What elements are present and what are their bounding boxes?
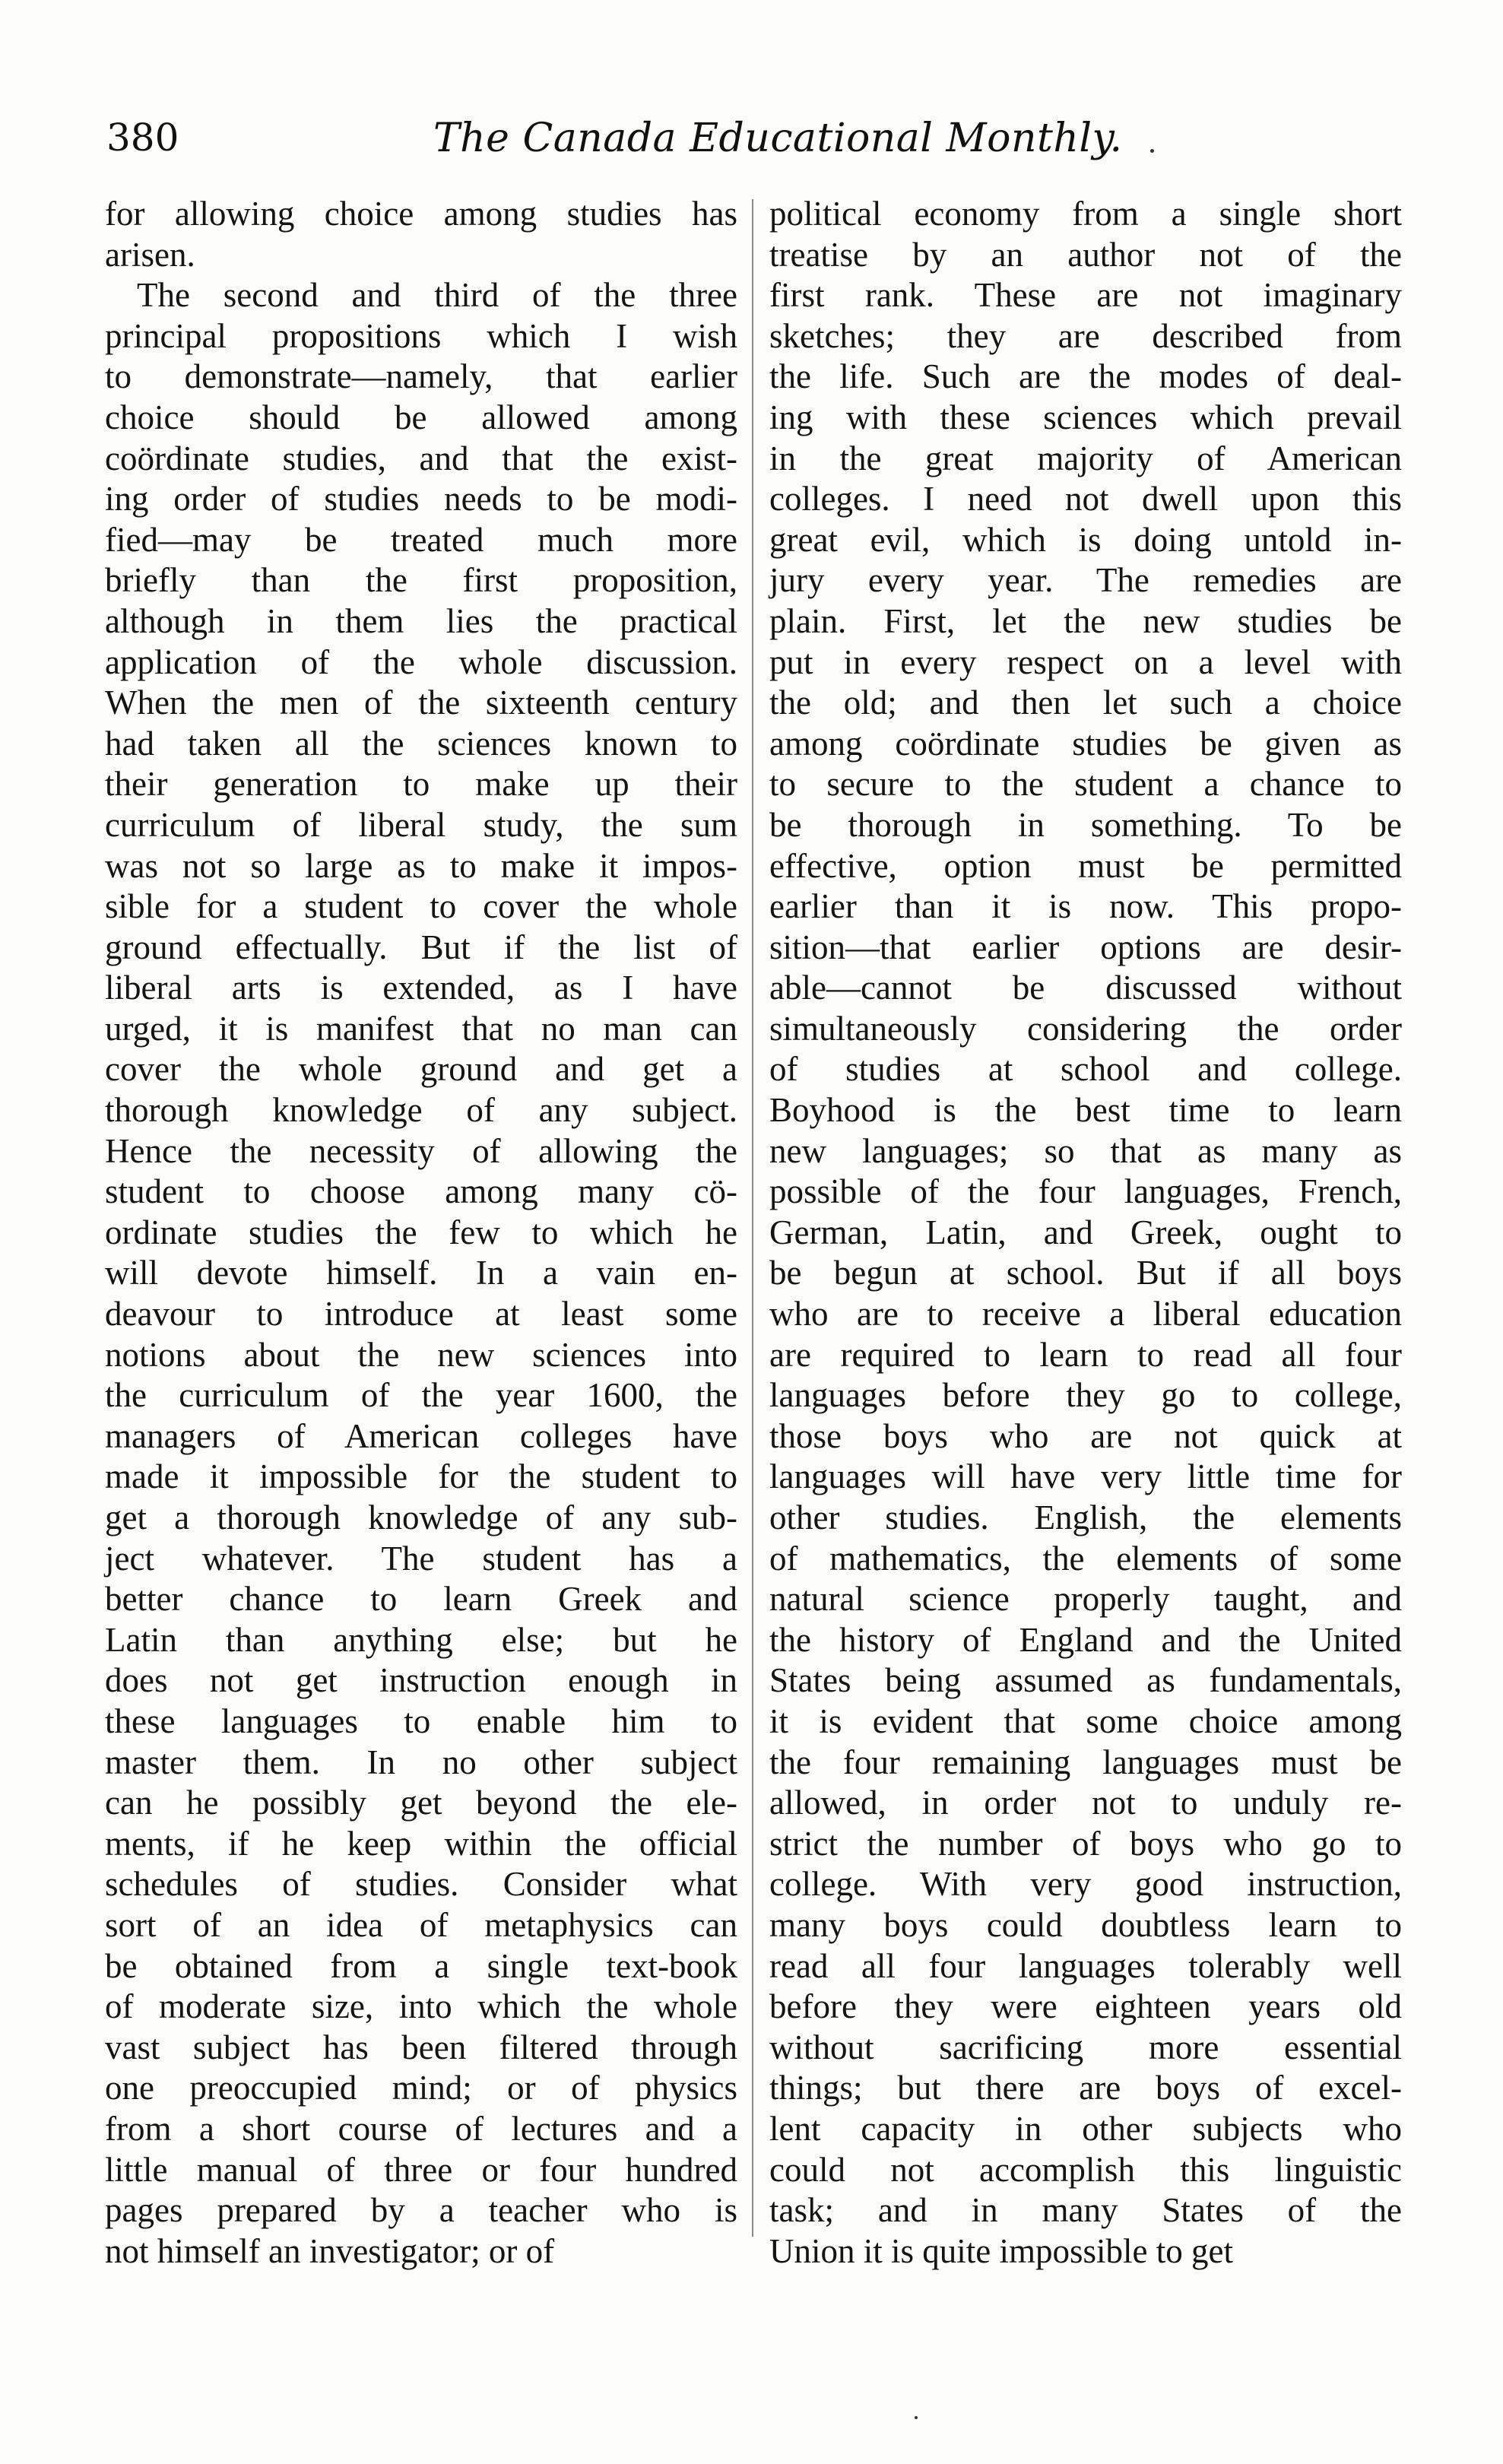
text-line: languages will have very little time for bbox=[769, 1457, 1402, 1496]
text-line: little manual of three or four hundred bbox=[105, 2150, 737, 2189]
text-line: schedules of studies. Consider what bbox=[105, 1865, 737, 1904]
text-line: not himself an investigator; or of bbox=[105, 2231, 555, 2270]
text-line: of studies at school and college. bbox=[769, 1050, 1402, 1089]
text-line: many boys could doubtless learn to bbox=[769, 1905, 1402, 1944]
text-line: task; and in many States of the bbox=[769, 2191, 1402, 2230]
print-speck bbox=[915, 2416, 918, 2419]
text-line: cover the whole ground and get a bbox=[105, 1050, 737, 1089]
text-line: among coördinate studies be given as bbox=[769, 724, 1402, 763]
text-line: made it impossible for the student to bbox=[105, 1457, 737, 1496]
text-line: The second and third of the three bbox=[137, 276, 737, 315]
text-line: briefly than the first proposition, bbox=[105, 561, 737, 600]
text-line: could not accomplish this linguistic bbox=[769, 2150, 1402, 2189]
text-line: effective, option must be permitted bbox=[769, 846, 1402, 885]
text-line: read all four languages tolerably well bbox=[769, 1946, 1402, 1985]
text-line: ordinate studies the few to which he bbox=[105, 1213, 737, 1251]
text-line: Boyhood is the best time to learn bbox=[769, 1091, 1402, 1130]
text-line: does not get instruction enough in bbox=[105, 1661, 737, 1700]
text-line: who are to receive a liberal education bbox=[769, 1295, 1402, 1333]
text-line: deavour to introduce at least some bbox=[105, 1295, 737, 1333]
text-line: first rank. These are not imaginary bbox=[769, 276, 1402, 315]
text-line: managers of American colleges have bbox=[105, 1416, 737, 1455]
text-line: earlier than it is now. This propo- bbox=[769, 887, 1402, 926]
text-line: ing order of studies needs to be modi- bbox=[105, 480, 737, 518]
text-line: one preoccupied mind; or of physics bbox=[105, 2069, 737, 2107]
text-line: their generation to make up their bbox=[105, 765, 737, 804]
text-line: strict the number of boys who go to bbox=[769, 1824, 1402, 1863]
text-line: colleges. I need not dwell upon this bbox=[769, 480, 1402, 518]
text-line: notions about the new sciences into bbox=[105, 1335, 737, 1374]
text-line: are required to learn to read all four bbox=[769, 1335, 1402, 1374]
text-line: be thorough in something. To be bbox=[769, 805, 1402, 844]
text-line: these languages to enable him to bbox=[105, 1701, 737, 1740]
text-line: new languages; so that as many as bbox=[769, 1131, 1402, 1170]
text-line: of moderate size, into which the whole bbox=[105, 1987, 737, 2026]
text-line: simultaneously considering the order bbox=[769, 1009, 1402, 1048]
text-line: ing with these sciences which prevail bbox=[769, 398, 1402, 436]
text-line: curriculum of liberal study, the sum bbox=[105, 805, 737, 844]
text-line: application of the whole discussion. bbox=[105, 642, 737, 681]
running-title: The Canada Educational Monthly. bbox=[433, 116, 1123, 161]
text-line: ments, if he keep within the official bbox=[105, 1824, 737, 1863]
text-line: sition—that earlier options are desir- bbox=[769, 928, 1402, 966]
text-line: in the great majority of American bbox=[769, 439, 1402, 477]
text-line: was not so large as to make it impos- bbox=[105, 846, 737, 885]
text-line: treatise by an author not of the bbox=[769, 235, 1402, 274]
text-line: those boys who are not quick at bbox=[769, 1416, 1402, 1455]
text-line: lent capacity in other subjects who bbox=[769, 2109, 1402, 2148]
text-line: of mathematics, the elements of some bbox=[769, 1539, 1402, 1578]
text-line: other studies. English, the elements bbox=[769, 1498, 1402, 1536]
text-line: better chance to learn Greek and bbox=[105, 1580, 737, 1619]
text-line: without sacrificing more essential bbox=[769, 2028, 1402, 2066]
print-speck bbox=[1150, 149, 1154, 153]
text-line: to demonstrate—namely, that earlier bbox=[105, 357, 737, 396]
text-line: Union it is quite impossible to get bbox=[769, 2231, 1233, 2270]
text-line: can he possibly get beyond the ele- bbox=[105, 1784, 737, 1822]
text-line: sible for a student to cover the whole bbox=[105, 887, 737, 926]
text-line: for allowing choice among studies has bbox=[105, 195, 737, 233]
text-line: States being assumed as fundamentals, bbox=[769, 1661, 1402, 1700]
text-line: the life. Such are the modes of deal- bbox=[769, 357, 1402, 396]
column-divider bbox=[752, 199, 753, 2237]
text-line: to secure to the student a chance to bbox=[769, 765, 1402, 804]
text-line: put in every respect on a level with bbox=[769, 642, 1402, 681]
text-line: the old; and then let such a choice bbox=[769, 683, 1402, 722]
page-header bbox=[106, 116, 1384, 169]
text-line: student to choose among many cö- bbox=[105, 1172, 737, 1211]
text-line: thorough knowledge of any subject. bbox=[105, 1091, 737, 1130]
text-line: master them. In no other subject bbox=[105, 1743, 737, 1781]
text-line: things; but there are boys of excel- bbox=[769, 2069, 1402, 2107]
text-line: coördinate studies, and that the exist- bbox=[105, 439, 737, 477]
text-line: natural science properly taught, and bbox=[769, 1580, 1402, 1619]
text-line: before they were eighteen years old bbox=[769, 1987, 1402, 2026]
text-line: arisen. bbox=[105, 235, 195, 274]
text-line: liberal arts is extended, as I have bbox=[105, 969, 737, 1007]
text-line: urged, it is manifest that no man can bbox=[105, 1009, 737, 1048]
text-line: it is evident that some choice among bbox=[769, 1701, 1402, 1740]
text-line: ject whatever. The student has a bbox=[105, 1539, 737, 1578]
text-line: allowed, in order not to unduly re- bbox=[769, 1784, 1402, 1822]
text-line: pages prepared by a teacher who is bbox=[105, 2191, 737, 2230]
left-text-column bbox=[105, 194, 737, 2272]
page-number: 380 bbox=[106, 116, 179, 160]
text-line: able—cannot be discussed without bbox=[769, 969, 1402, 1007]
text-line: principal propositions which I wish bbox=[105, 316, 737, 355]
text-line: from a short course of lectures and a bbox=[105, 2109, 737, 2148]
right-text-column bbox=[769, 194, 1402, 2272]
text-line: be obtained from a single text-book bbox=[105, 1946, 737, 1985]
text-line: choice should be allowed among bbox=[105, 398, 737, 436]
text-line: languages before they go to college, bbox=[769, 1376, 1402, 1415]
text-line: get a thorough knowledge of any sub- bbox=[105, 1498, 737, 1536]
text-line: sketches; they are described from bbox=[769, 316, 1402, 355]
text-line: college. With very good instruction, bbox=[769, 1865, 1402, 1904]
text-line: possible of the four languages, French, bbox=[769, 1172, 1402, 1211]
text-line: be begun at school. But if all boys bbox=[769, 1254, 1402, 1292]
text-line: will devote himself. In a vain en- bbox=[105, 1254, 737, 1292]
text-line: the history of England and the United bbox=[769, 1620, 1402, 1659]
text-line: the four remaining languages must be bbox=[769, 1743, 1402, 1781]
text-line: had taken all the sciences known to bbox=[105, 724, 737, 763]
text-line: jury every year. The remedies are bbox=[769, 561, 1402, 600]
text-line: Latin than anything else; but he bbox=[105, 1620, 737, 1659]
text-line: political economy from a single short bbox=[769, 195, 1402, 233]
text-line: although in them lies the practical bbox=[105, 601, 737, 640]
text-line: the curriculum of the year 1600, the bbox=[105, 1376, 737, 1415]
text-line: sort of an idea of metaphysics can bbox=[105, 1905, 737, 1944]
text-line: Hence the necessity of allowing the bbox=[105, 1131, 737, 1170]
text-line: ground effectually. But if the list of bbox=[105, 928, 737, 966]
text-line: vast subject has been filtered through bbox=[105, 2028, 737, 2066]
text-line: fied—may be treated much more bbox=[105, 520, 737, 559]
text-line: great evil, which is doing untold in- bbox=[769, 520, 1402, 559]
text-line: plain. First, let the new studies be bbox=[769, 601, 1402, 640]
text-line: German, Latin, and Greek, ought to bbox=[769, 1213, 1402, 1251]
text-line: When the men of the sixteenth century bbox=[105, 683, 737, 722]
